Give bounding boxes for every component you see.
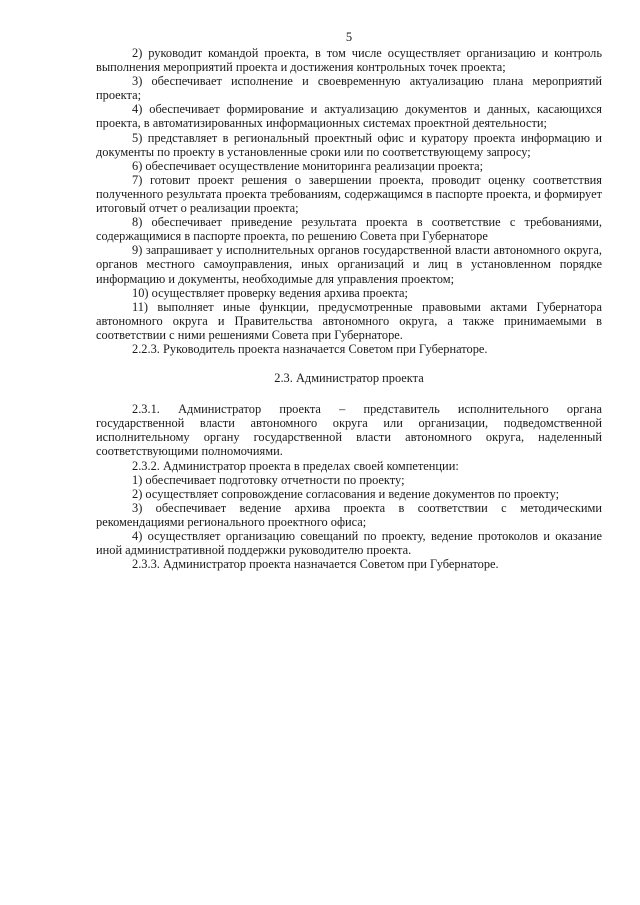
paragraph-item-9: 9) запрашивает у исполнительных органов государственной власти автономного округа, органов местного самоуправления, иных организаций и лиц в установленном порядке информацию и документы, необходимые для управления проектом; bbox=[96, 243, 602, 286]
paragraph-item-6: 6) обеспечивает осуществление мониторинга реализации проекта; bbox=[132, 158, 484, 173]
paragraph-item-5: 5) представляет в региональный проектный офис и куратору проекта информацию и документы по проекту в установленные сроки или по соответствующему запросу; bbox=[96, 130, 602, 159]
paragraph-admin-item-2: 2) осуществляет сопровождение согласования и ведение документов по проекту; bbox=[132, 486, 560, 501]
paragraph-item-8: 8) обеспечивает приведение результата проекта в соответствие с требованиями, содержащимися в паспорте проекта, по решению Совета при Губернаторе bbox=[96, 215, 602, 244]
document-body bbox=[96, 46, 602, 571]
paragraph-item-11: 11) выполняет иные функции, предусмотренные правовыми актами Губернатора автономного округа и Правительства автономного округа, а также принимаемыми в соответствии с ними решениями Совета при Губернаторе. bbox=[96, 299, 602, 342]
paragraph-2-3-2: 2.3.2. Администратор проекта в пределах своей компетенции: bbox=[132, 458, 459, 473]
paragraph-item-7: 7) готовит проект решения о завершении проекта, проводит оценку соответствия полученного результата проекта требованиям, содержащимся в паспорте проекта, и формирует итоговый отчет о реализации проекта; bbox=[96, 172, 602, 216]
paragraph-2-3-1: 2.3.1. Администратор проекта – представитель исполнительного органа государственной власти автономного округа или организации, подведомственной исполнительному органу государственной власти автономного округа, наделенный соответствующими полномочиями. bbox=[96, 402, 602, 459]
paragraph-item-2: 2) руководит командой проекта, в том числе осуществляет организацию и контроль выполнения мероприятий проекта и достижения контрольных точек проекта; bbox=[96, 46, 602, 75]
paragraph-2-2-3: 2.2.3. Руководитель проекта назначается Советом при Губернаторе. bbox=[132, 341, 488, 356]
paragraph-admin-item-1: 1) обеспечивает подготовку отчетности по проекту; bbox=[132, 472, 405, 487]
paragraph-item-3: 3) обеспечивает исполнение и своевременную актуализацию плана мероприятий проекта; bbox=[96, 74, 602, 103]
paragraph-2-3-3: 2.3.3. Администратор проекта назначается Советом при Губернаторе. bbox=[132, 557, 499, 572]
section-heading-2-3: 2.3. Администратор проекта bbox=[274, 371, 424, 386]
paragraph-item-4: 4) обеспечивает формирование и актуализацию документов и данных, касающихся проекта, в автоматизированных информационных системах проектной деятельности; bbox=[96, 102, 602, 131]
page-number: 5 bbox=[345, 30, 353, 44]
paragraph-admin-item-3: 3) обеспечивает ведение архива проекта в соответствии с методическими рекомендациями регионального проектного офиса; bbox=[96, 500, 602, 529]
paragraph-item-10: 10) осуществляет проверку ведения архива проекта; bbox=[132, 285, 408, 300]
paragraph-admin-item-4: 4) осуществляет организацию совещаний по проекту, ведение протоколов и оказание иной административной поддержки руководителю проекта. bbox=[96, 529, 602, 558]
